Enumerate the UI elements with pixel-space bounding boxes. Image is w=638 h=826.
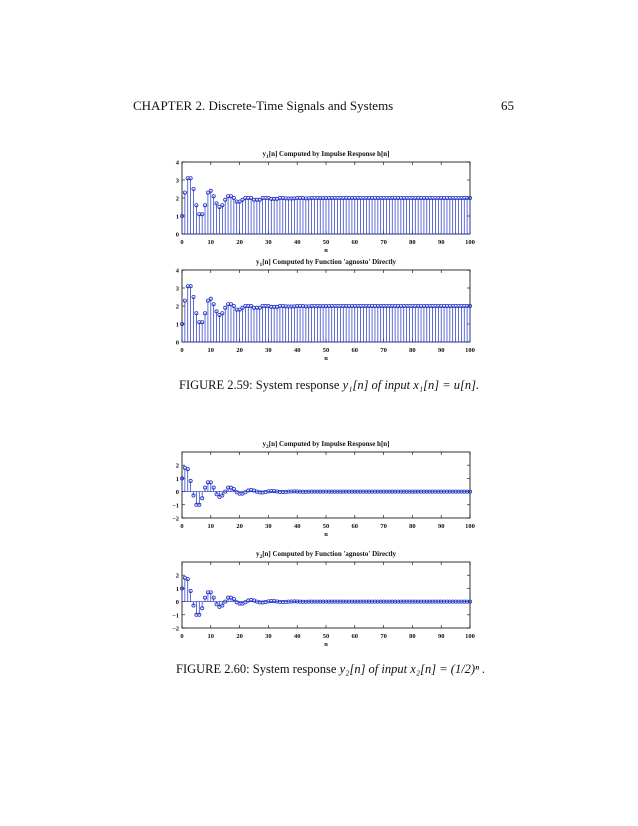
chart1-ytick-label: 4 bbox=[175, 159, 179, 167]
chart4-xtick-label: 100 bbox=[465, 633, 475, 640]
chart4-xtick-label: 60 bbox=[351, 633, 359, 640]
chart1-xtick-label: 80 bbox=[409, 239, 416, 246]
caption-label: FIGURE 2.60: bbox=[176, 662, 250, 676]
chart3-xtick-label: 70 bbox=[380, 523, 387, 530]
chart4-xtick-label: 90 bbox=[437, 633, 445, 640]
chart2-xtick-label: 50 bbox=[322, 347, 330, 354]
chart3-title: $y_2[n]$ Computed by Impulse Response h[n] bbox=[262, 440, 390, 450]
chart1-xtick-label: 20 bbox=[236, 239, 243, 246]
chart3-xtick-label: 30 bbox=[265, 523, 272, 530]
chart4-xtick-label: 50 bbox=[322, 633, 330, 640]
chart3-ytick-label: 1 bbox=[175, 475, 179, 483]
caption-math: y₁[n] of input x₁[n] = u[n]. bbox=[342, 378, 480, 392]
chart2-xtick-label: 100 bbox=[465, 347, 475, 354]
chart1-xtick-label: 10 bbox=[207, 239, 215, 246]
chart1-xtick-label: 90 bbox=[437, 239, 445, 246]
chart4-title: $y_2[n]$ Computed by Function 'agnosto' Directly bbox=[255, 550, 397, 560]
chart4-xtick-label: 80 bbox=[409, 633, 416, 640]
chart1-xtick-label: 60 bbox=[351, 239, 359, 246]
chart2-title: $y_1[n]$ Computed by Function 'agnosto' Directly bbox=[255, 258, 397, 268]
figure-caption-2-60 bbox=[176, 662, 485, 677]
chart4-xtick-label: 40 bbox=[293, 633, 301, 640]
chart1-xtick-label: 40 bbox=[293, 239, 301, 246]
chart2-xtick-label: 70 bbox=[380, 347, 387, 354]
chart4-xtick-label: 0 bbox=[180, 633, 184, 640]
chart3-xtick-label: 100 bbox=[465, 523, 475, 530]
chart2-xtick-label: 0 bbox=[180, 347, 184, 354]
caption-math: y₂[n] of input x₂[n] = (1/2)ⁿ . bbox=[339, 662, 486, 676]
page-number: 65 bbox=[501, 98, 514, 113]
chart2-ytick-label: 3 bbox=[175, 285, 179, 293]
chart4-xlabel: n bbox=[324, 641, 328, 648]
chart4-xtick-label: 70 bbox=[380, 633, 387, 640]
chart3-ytick-label: 0 bbox=[175, 489, 179, 497]
figure-caption-2-59 bbox=[179, 378, 479, 393]
chart3-xtick-label: 0 bbox=[180, 523, 184, 530]
chart1-xtick-label: 30 bbox=[265, 239, 272, 246]
chart1-xtick-label: 100 bbox=[465, 239, 475, 246]
chart1-xtick-label: 50 bbox=[322, 239, 330, 246]
chart1-ytick-label: 0 bbox=[175, 231, 179, 239]
chart4-xtick-label: 20 bbox=[236, 633, 243, 640]
chart3-xlabel: n bbox=[324, 531, 328, 538]
chart3-xtick-label: 20 bbox=[236, 523, 243, 530]
chart3-xtick-label: 90 bbox=[437, 523, 445, 530]
chart2-xtick-label: 30 bbox=[265, 347, 272, 354]
caption-text: System response bbox=[255, 378, 340, 392]
chart3-xtick-label: 40 bbox=[293, 523, 301, 530]
chart2-ytick-label: 4 bbox=[175, 267, 179, 275]
chart2-xtick-label: 10 bbox=[207, 347, 215, 354]
chart3-ytick-label: −1 bbox=[172, 502, 179, 510]
chart4-ytick-label: 2 bbox=[175, 572, 179, 580]
chart3-ytick-label: 2 bbox=[175, 462, 179, 470]
chart2-ytick-label: 2 bbox=[175, 303, 179, 311]
chart2-xtick-label: 40 bbox=[293, 347, 301, 354]
chart2-xtick-label: 60 bbox=[351, 347, 359, 354]
chart1-ytick-label: 1 bbox=[175, 213, 179, 221]
chart4-ytick-label: 1 bbox=[175, 585, 179, 593]
chart3-plot-frame bbox=[182, 452, 470, 518]
chart2-ytick-label: 1 bbox=[175, 321, 179, 329]
chart1-xtick-label: 0 bbox=[180, 239, 184, 246]
chart3-xtick-label: 60 bbox=[351, 523, 359, 530]
chart3-xtick-label: 10 bbox=[207, 523, 215, 530]
chart4-xtick-label: 10 bbox=[207, 633, 215, 640]
chart1-ytick-label: 2 bbox=[175, 195, 179, 203]
chart3-xtick-label: 80 bbox=[409, 523, 416, 530]
caption-text: System response bbox=[252, 662, 337, 676]
chart2-xtick-label: 20 bbox=[236, 347, 243, 354]
chart2-xtick-label: 80 bbox=[409, 347, 416, 354]
chart3-xtick-label: 50 bbox=[322, 523, 330, 530]
chart1-ytick-label: 3 bbox=[175, 177, 179, 185]
chart2-ytick-label: 0 bbox=[175, 339, 179, 347]
chart3-ytick-label: −2 bbox=[172, 515, 179, 523]
chart1-xlabel: n bbox=[324, 247, 328, 254]
running-header-chapter: CHAPTER 2. Discrete-Time Signals and Systems bbox=[133, 98, 394, 113]
caption-label: FIGURE 2.59: bbox=[179, 378, 253, 392]
chart2-xlabel: n bbox=[324, 355, 328, 362]
chart4-xtick-label: 30 bbox=[265, 633, 272, 640]
chart4-plot-frame bbox=[182, 562, 470, 628]
chart4-ytick-label: −1 bbox=[172, 612, 179, 620]
chart4-ytick-label: 0 bbox=[175, 599, 179, 607]
chart1-xtick-label: 70 bbox=[380, 239, 387, 246]
chart1-title: $y_1[n]$ Computed by Impulse Response h[n] bbox=[262, 150, 390, 160]
chart4-ytick-label: −2 bbox=[172, 625, 179, 633]
chart2-xtick-label: 90 bbox=[437, 347, 445, 354]
